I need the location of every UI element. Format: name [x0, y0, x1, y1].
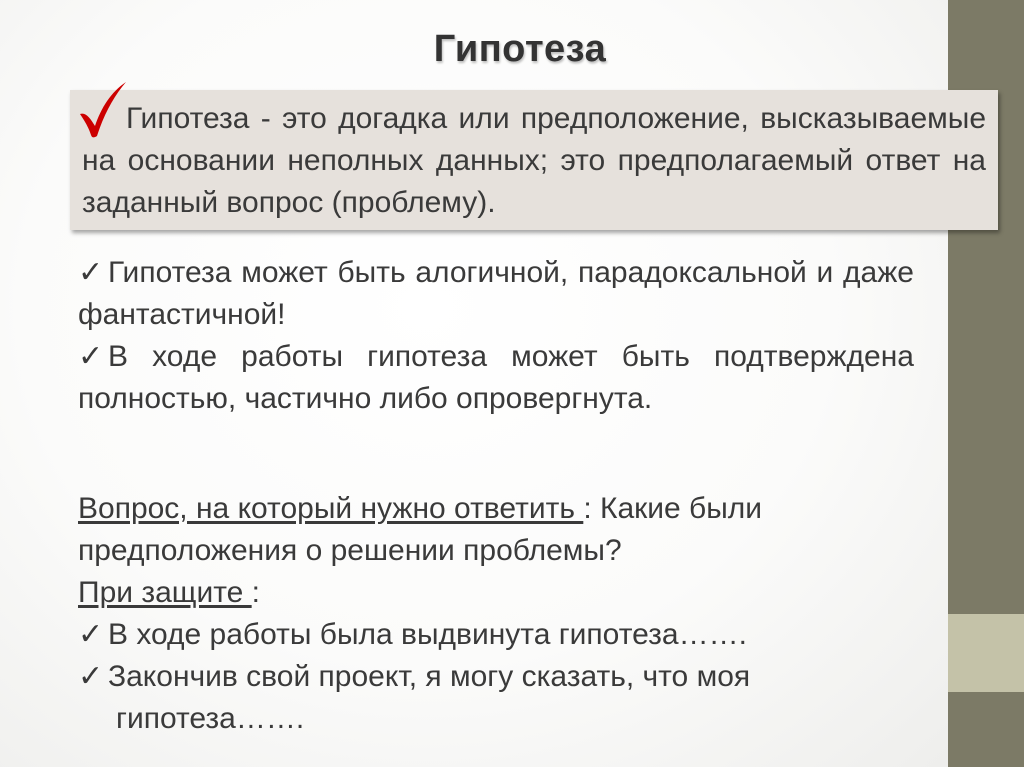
- question-block: [78, 488, 914, 572]
- defense-item-2-continuation-text: гипотеза…….: [116, 702, 305, 735]
- point-1: [78, 252, 914, 336]
- definition-body: Гипотеза - это догадка или предположение, высказываемые на основании неполных данных; это предполагаемый ответ на заданный вопрос (проблему).: [82, 102, 986, 219]
- defense-item-2-continuation: [78, 698, 952, 740]
- defense-item-2-text: Закончив свой проект, я могу сказать, что моя: [108, 660, 751, 693]
- question-label: Вопрос, на который нужно ответить: [78, 492, 584, 525]
- side-panel-accent: [948, 614, 1024, 692]
- defense-item-1-text: В ходе работы была выдвинута гипотеза…….: [108, 618, 747, 651]
- slide-title: Гипотеза: [433, 28, 607, 70]
- definition-text: [82, 98, 986, 224]
- checkmark-icon: ✓: [78, 256, 104, 289]
- defense-label: При защите: [78, 576, 252, 609]
- checkmark-icon: ✓: [78, 340, 104, 373]
- point-2-text: В ходе работы гипотеза может быть подтверждена полностью, частично либо опровергнута.: [78, 340, 914, 415]
- defense-label-row: [78, 572, 914, 614]
- checkmark-icon: ✓: [78, 618, 104, 651]
- defense-item-1: [78, 614, 914, 656]
- defense-colon: :: [251, 576, 260, 609]
- question-colon: :: [583, 492, 592, 525]
- question-text: Какие были предположения о решении проблемы?: [78, 492, 763, 567]
- checkmark-icon: ✓: [78, 660, 104, 693]
- point-2: [78, 336, 914, 420]
- point-1-text: Гипотеза может быть алогичной, парадоксальной и даже фантастичной!: [78, 256, 914, 331]
- defense-item-2: [78, 656, 914, 698]
- red-checkmark-icon: [76, 80, 128, 140]
